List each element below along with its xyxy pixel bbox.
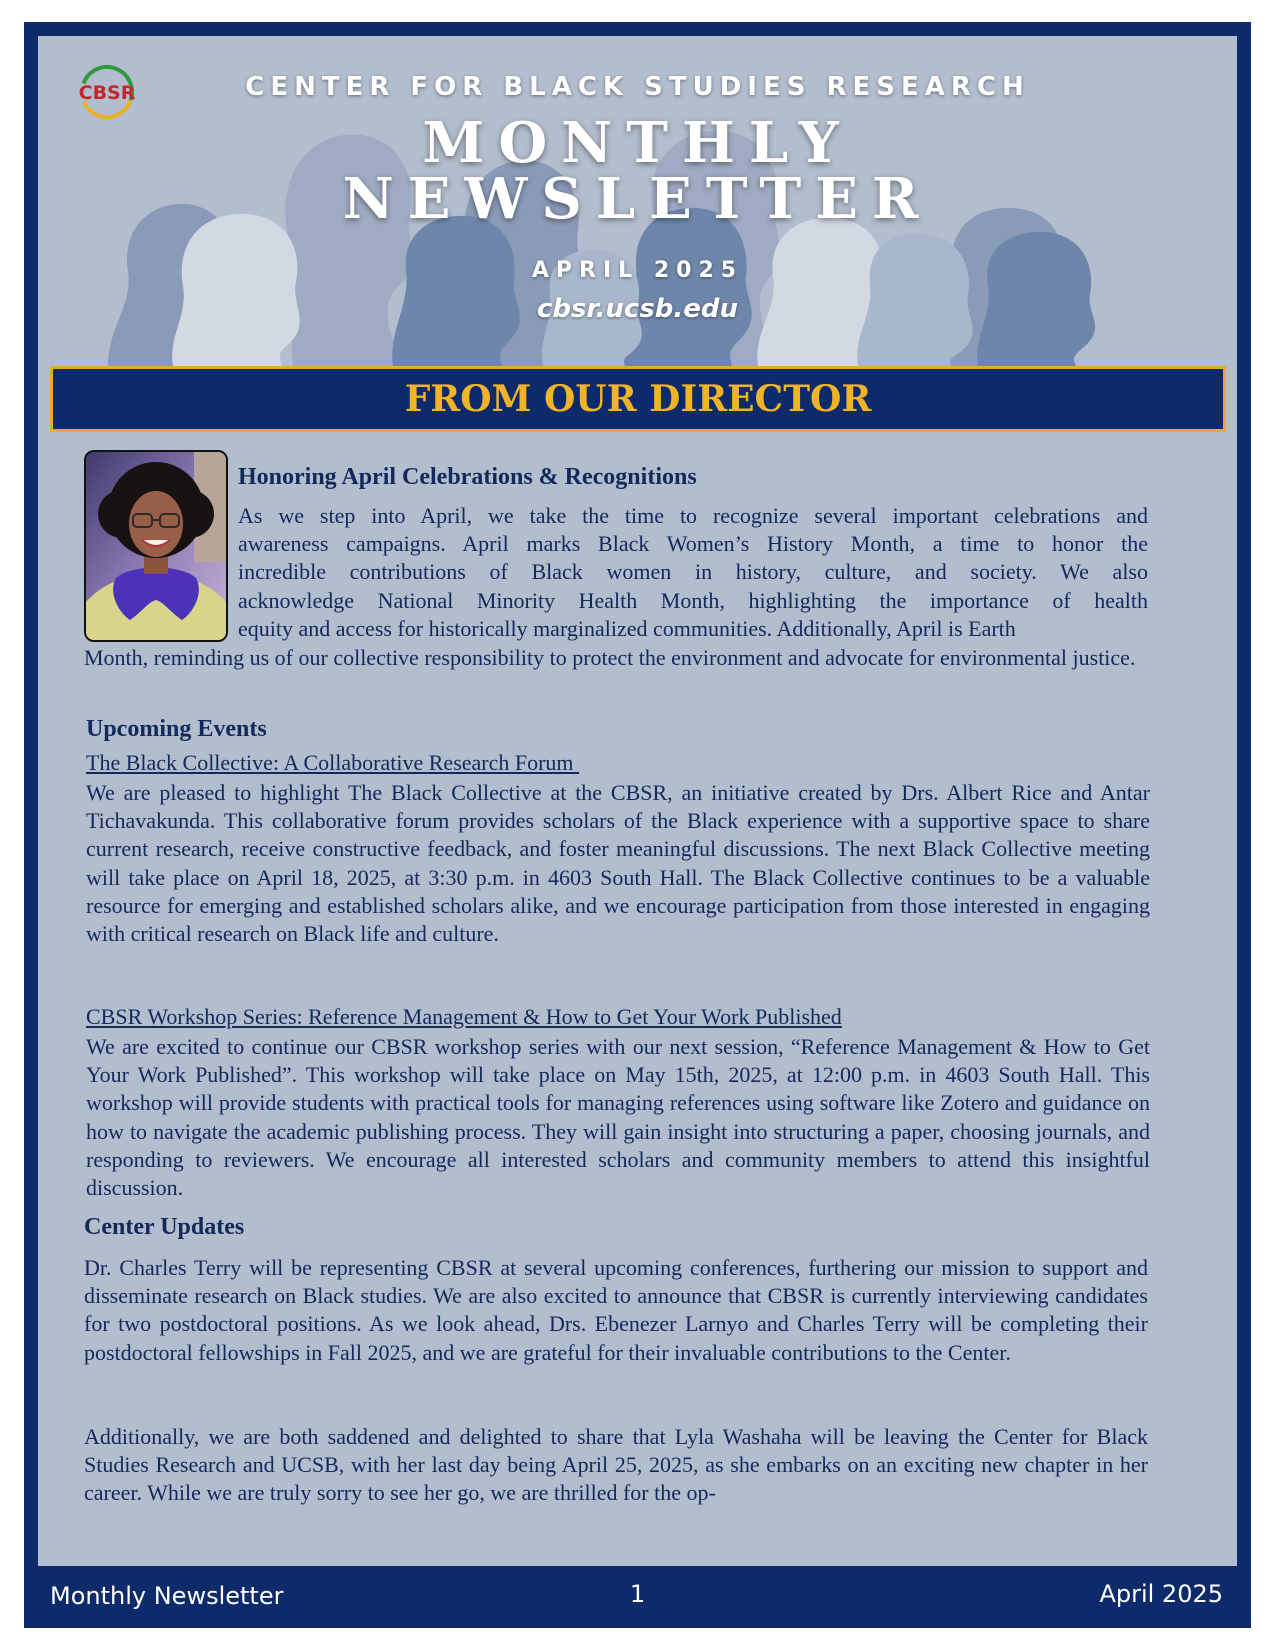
newsletter-title-line1: MONTHLY: [422, 110, 853, 176]
page-frame: [24, 22, 1251, 1628]
footer-publication-name: Monthly Newsletter: [50, 1582, 284, 1610]
section-title: FROM OUR DIRECTOR: [404, 378, 872, 420]
newsletter-page: [38, 36, 1237, 1566]
director-line-3: incredible contributions of Black women in history, culture, and society. We also: [238, 559, 1148, 585]
director-heading: Honoring April Celebrations & Recognitions: [238, 464, 697, 490]
newsletter-header: [38, 36, 1237, 366]
director-paragraph-continued: Month, reminding us of our collective responsibility to protect the environment and advocate for environmental justice.: [84, 645, 1136, 670]
section-banner: [50, 366, 1226, 432]
director-photo: [84, 450, 228, 642]
center-updates-heading: Center Updates: [84, 1214, 245, 1240]
website-link[interactable]: cbsr.ucsb.edu: [536, 294, 739, 324]
page-footer: [24, 1566, 1251, 1628]
director-line-4: acknowledge National Minority Health Month, highlighting the importance of health: [238, 587, 1148, 613]
workshop-series-event-link[interactable]: CBSR Workshop Series: Reference Management & How to Get Your Work Published: [86, 1004, 842, 1029]
footer-issue-date: April 2025: [1099, 1580, 1223, 1608]
organization-name: CENTER FOR BLACK STUDIES RESEARCH: [245, 72, 1030, 102]
issue-date: APRIL 2025: [531, 258, 744, 283]
director-intro-block: [238, 502, 1148, 643]
director-line-2: awareness campaigns. April marks Black Women’s History Month, a time to honor the: [238, 531, 1148, 557]
black-collective-event-description: We are pleased to highlight The Black Collective at the CBSR, an initiative created by Drs. Albert Rice and Antar Tichavakunda. This collaborative forum provides scholars of the Black experience with a supportive space to share current research, receive constructive feedback, and foster meaningful discussions. The next Black Collective meeting will take place on April 18, 2025, at 3:30 p.m. in 4603 South Hall. The Black Collective continues to be a valuable resource for emerging and established scholars alike, and we encourage participation from those interested in engaging with critical research on Black life and culture.: [86, 780, 1150, 947]
footer-page-number: 1: [629, 1580, 646, 1608]
logo-text: CBSR: [78, 82, 136, 104]
center-updates-paragraph-2: Additionally, we are both saddened and delighted to share that Lyla Washaha will be leaving the Center for Black Studies Research and UCSB, with her last day being April 25, 2025, as she embarks on an exciting new chapter in her career. While we are truly sorry to see her go, we are thrilled for the op-: [84, 1424, 1148, 1506]
center-updates-paragraph-1: Dr. Charles Terry will be representing CBSR at several upcoming conferences, furthering our mission to support and disseminate research on Black studies. We are also excited to announce that CBSR is currently interviewing candidates for two postdoctoral positions. As we look ahead, Drs. Ebenezer Larnyo and Charles Terry will be completing their postdoctoral fellowships in Fall 2025, and we are grateful for their invaluable contributions to the Center.: [84, 1255, 1148, 1365]
black-collective-event-link[interactable]: The Black Collective: A Collaborative Research Forum: [86, 750, 580, 775]
newsletter-title-line2: NEWSLETTER: [342, 166, 933, 232]
director-line-1: As we step into April, we take the time to recognize several important celebrations and: [238, 503, 1148, 528]
workshop-series-event-description: We are excited to continue our CBSR workshop series with our next session, “Reference Management & How to Get Your Work Published”. This workshop will take place on May 15th, 2025, at 12:00 p.m. in 4603 South Hall. This workshop will provide students with practical tools for managing references using software like Zotero and guidance on how to navigate the academic publishing process. They will gain insight into structuring a paper, choosing journals, and responding to reviewers. We encourage all interested scholars and community members to attend this insightful discussion.: [86, 1034, 1150, 1201]
director-line-5: equity and access for historically marginalized communities. Additionally, April is Earth: [238, 615, 1016, 641]
upcoming-events-heading: Upcoming Events: [86, 716, 267, 742]
